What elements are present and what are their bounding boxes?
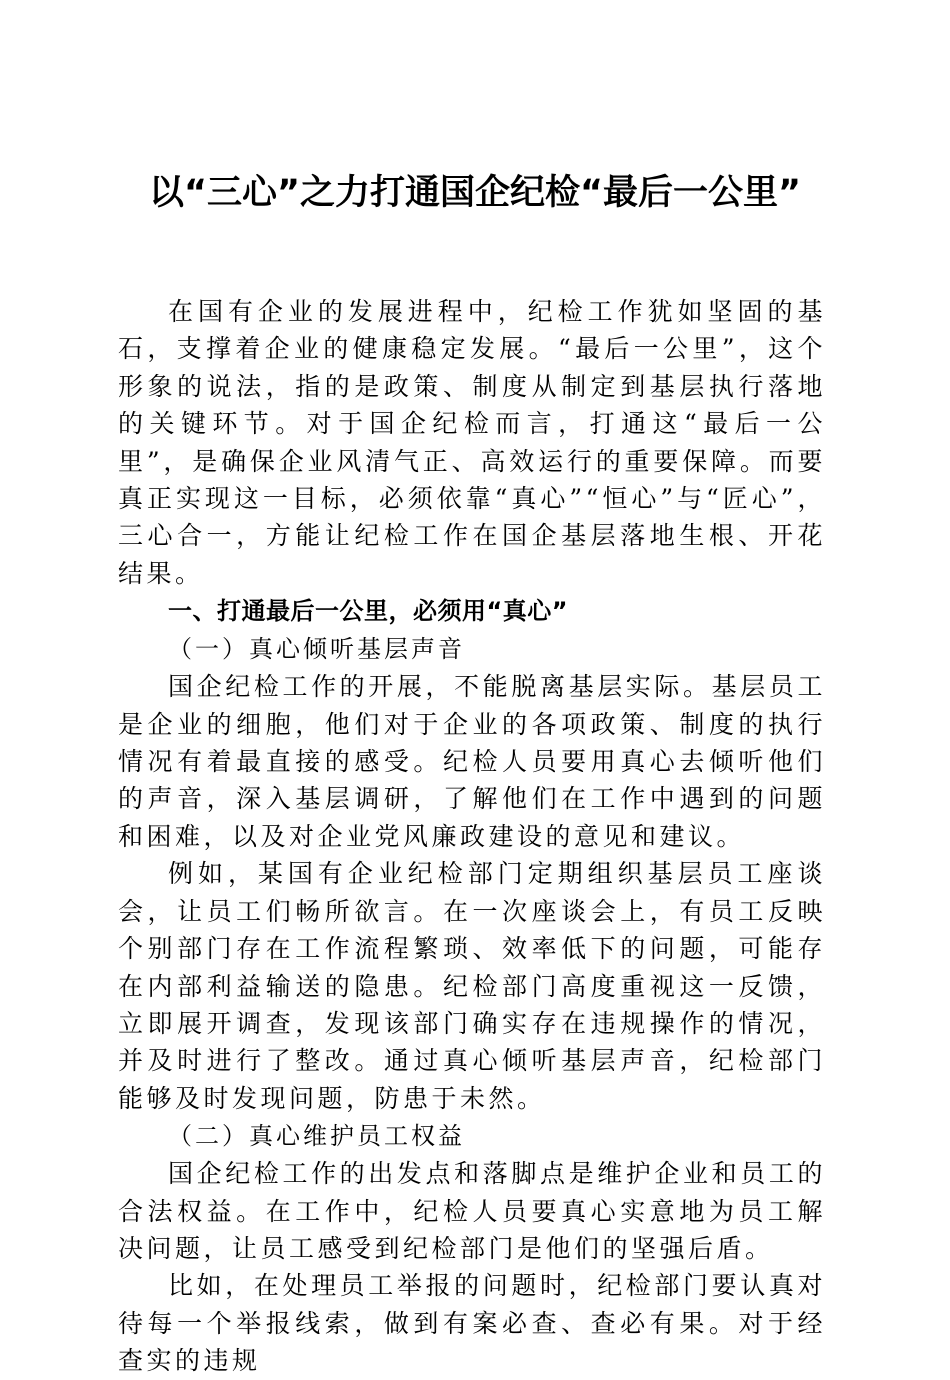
- paragraph: 国企纪检工作的开展，不能脱离基层实际。基层员工是企业的细胞，他们对于企业的各项政策、制度的执行情况有着最直接的感受。纪检人员要用真心去倾听他们的声音，深入基层调研，了解他们在工作中遇到的问题和困难，以及对企业党风廉政建设的意见和建议。: [118, 672, 826, 851]
- document-title: 以“三心”之力打通国企纪检“最后一公里”: [148, 173, 801, 213]
- paragraph: 例如，某国有企业纪检部门定期组织基层员工座谈会，让员工们畅所欲言。在一次座谈会上，有员工反映个别部门存在工作流程繁琐、效率低下的问题，可能存在内部利益输送的隐患。纪检部门高度重视这一反馈，立即展开调查，发现该部门确实存在违规操作的情况，并及时进行了整改。通过真心倾听基层声音，纪检部门能够及时发现问题，防患于未然。: [118, 859, 826, 1113]
- paragraph-intro: 在国有企业的发展进程中，纪检工作犹如坚固的基石，支撑着企业的健康稳定发展。“最后一公里”，这个形象的说法，指的是政策、制度从制定到基层执行落地的关键环节。对于国企纪检而言，打通这“最后一公里”，是确保企业风清气正、高效运行的重要保障。而要真正实现这一目标，必须依靠“真心”“恒心”与“匠心”，三心合一，方能让纪检工作在国企基层落地生根、开花结果。: [118, 297, 826, 588]
- heading-subsection-1: （一）真心倾听基层声音: [168, 635, 465, 664]
- heading-section-1: 一、打通最后一公里，必须用“真心”: [168, 597, 569, 626]
- heading-subsection-2: （二）真心维护员工权益: [168, 1122, 465, 1151]
- paragraph: 国企纪检工作的出发点和落脚点是维护企业和员工的合法权益。在工作中，纪检人员要真心实意地为员工解决问题，让员工感受到纪检部门是他们的坚强后盾。: [118, 1159, 826, 1263]
- paragraph: 比如，在处理员工举报的问题时，纪检部门要认真对待每一个举报线索，做到有案必查、查必有果。对于经查实的违规: [118, 1271, 826, 1376]
- document-body: [118, 293, 826, 1380]
